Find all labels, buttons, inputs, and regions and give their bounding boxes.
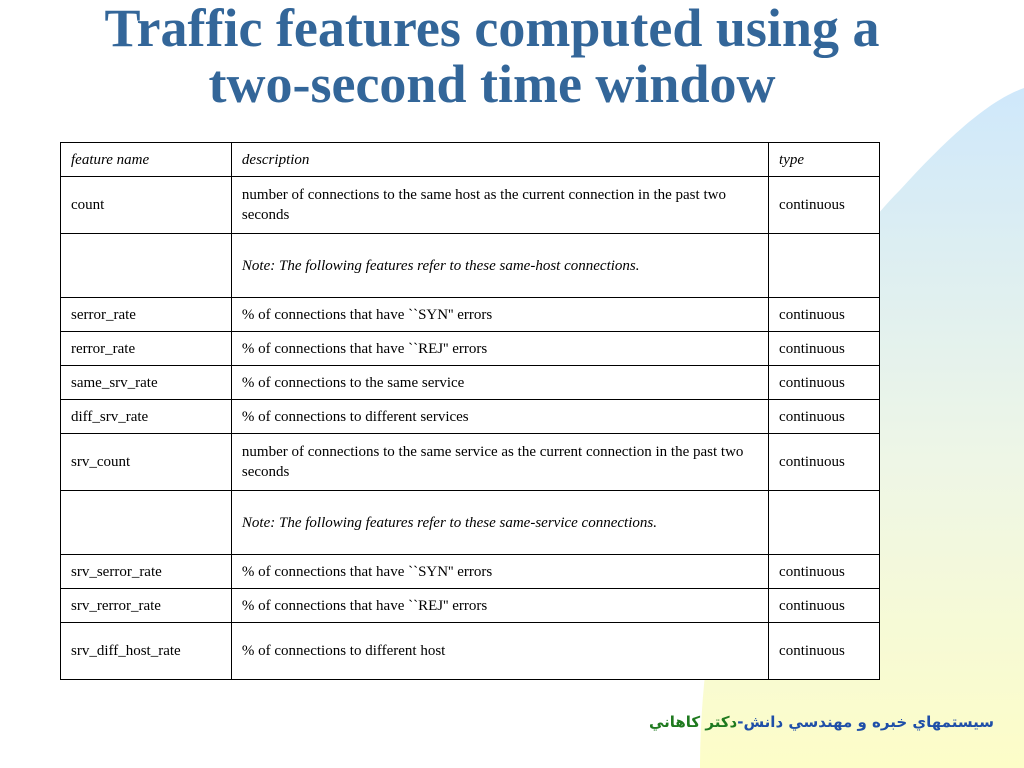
type-cell: continuous xyxy=(769,298,880,332)
feature-name-cell: srv_serror_rate xyxy=(61,555,232,589)
table-row xyxy=(61,177,880,234)
slide-title xyxy=(0,0,984,112)
slide-footer xyxy=(649,713,994,731)
description-cell: % of connections that have ``REJ'' errors xyxy=(231,589,768,623)
header-description: description xyxy=(231,143,768,177)
feature-name-cell: count xyxy=(61,177,232,234)
table-row-note xyxy=(61,234,880,298)
table-row xyxy=(61,555,880,589)
feature-name-cell: rerror_rate xyxy=(61,332,232,366)
note-cell: Note: The following features refer to these same-host connections. xyxy=(231,234,768,298)
feature-name-cell: srv_rerror_rate xyxy=(61,589,232,623)
feature-name-cell xyxy=(61,234,232,298)
description-cell: % of connections that have ``REJ'' errors xyxy=(231,332,768,366)
table-row xyxy=(61,366,880,400)
header-feature-name: feature name xyxy=(61,143,232,177)
note-cell: Note: The following features refer to these same-service connections. xyxy=(231,491,768,555)
type-cell: continuous xyxy=(769,366,880,400)
slide-title-line-2: two-second time window xyxy=(208,54,776,114)
description-cell: number of connections to the same service as the current connection in the past two seconds xyxy=(231,434,768,491)
feature-name-cell xyxy=(61,491,232,555)
footer-author: دکتر کاهاني xyxy=(648,713,738,731)
description-cell: % of connections to different services xyxy=(231,400,768,434)
table-header-row xyxy=(61,143,880,177)
description-cell: % of connections that have ``SYN'' errors xyxy=(231,298,768,332)
feature-name-cell: same_srv_rate xyxy=(61,366,232,400)
type-cell xyxy=(769,234,880,298)
type-cell: continuous xyxy=(769,177,880,234)
footer-course-title: سيستمهاي خبره و مهندسي دانش- xyxy=(737,713,994,731)
table-row-note xyxy=(61,491,880,555)
table-row xyxy=(61,589,880,623)
table-row xyxy=(61,434,880,491)
feature-name-cell: diff_srv_rate xyxy=(61,400,232,434)
table-row xyxy=(61,400,880,434)
type-cell xyxy=(769,491,880,555)
table-row xyxy=(61,298,880,332)
feature-name-cell: srv_diff_host_rate xyxy=(61,623,232,680)
header-type: type xyxy=(769,143,880,177)
description-cell: % of connections that have ``SYN'' errors xyxy=(231,555,768,589)
slide-title-line-1: Traffic features computed using a xyxy=(104,0,880,58)
description-cell: % of connections to different host xyxy=(231,623,768,680)
type-cell: continuous xyxy=(769,555,880,589)
description-cell: % of connections to the same service xyxy=(231,366,768,400)
type-cell: continuous xyxy=(769,434,880,491)
description-cell: number of connections to the same host as the current connection in the past two seconds xyxy=(231,177,768,234)
table-row xyxy=(61,332,880,366)
type-cell: continuous xyxy=(769,400,880,434)
features-table xyxy=(60,142,880,680)
type-cell: continuous xyxy=(769,623,880,680)
type-cell: continuous xyxy=(769,332,880,366)
feature-name-cell: srv_count xyxy=(61,434,232,491)
feature-name-cell: serror_rate xyxy=(61,298,232,332)
type-cell: continuous xyxy=(769,589,880,623)
table-row xyxy=(61,623,880,680)
